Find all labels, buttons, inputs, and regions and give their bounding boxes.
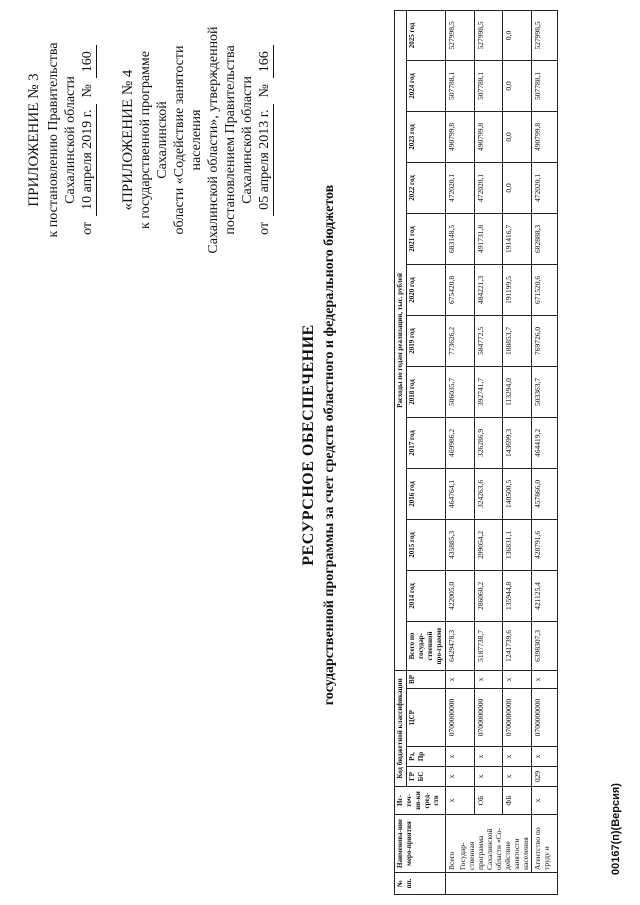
total-cell: 6398307,3 (532, 621, 558, 670)
value-cell: 135944,8 (503, 570, 532, 621)
document-subtitle: государственной программы за счет средств областного и федерального бюджетов (322, 184, 337, 706)
col-source: Ис-точ-ни-ки сред-ств (395, 787, 446, 815)
value-cell: 326286,9 (474, 417, 503, 468)
value-cell: 143699,3 (503, 417, 532, 468)
resource-table (394, 10, 558, 895)
rzpr-cell: х (532, 747, 558, 767)
value-cell: 0,0 (503, 111, 532, 162)
grbs-cell: х (503, 767, 532, 787)
value-cell: 527998,5 (474, 10, 503, 60)
source-cell: х (446, 787, 475, 815)
appendix-4-date: 05 апреля 2013 г. (256, 104, 274, 216)
appendix-3-date-line: от 10 апреля 2019 г. № 160 (79, 25, 97, 255)
col-year: 2017 год (407, 417, 446, 468)
appendix-3-block (26, 25, 97, 255)
value-cell: 472020,1 (474, 162, 503, 213)
value-cell: 0,0 (503, 60, 532, 111)
appendix-4-line: Сахалинской области (240, 76, 255, 204)
value-cell: 286060,2 (474, 570, 503, 621)
appendix-3-number: 160 (79, 45, 97, 78)
grbs-cell: х (446, 767, 475, 787)
appendix-3-line2: Сахалинской области (63, 76, 78, 204)
appendix-3-date: 10 апреля 2019 г. (79, 104, 97, 216)
vr-cell: х (446, 670, 475, 688)
table-row (446, 10, 475, 894)
table-row (503, 10, 532, 894)
value-cell: 527998,5 (532, 10, 558, 60)
value-cell: 769726,0 (532, 315, 558, 366)
value-cell: 683148,5 (446, 213, 475, 264)
vr-cell: х (474, 670, 503, 688)
csr-cell: 0700000000 (532, 689, 558, 747)
col-year: 2019 год (407, 315, 446, 366)
value-cell: 464764,1 (446, 468, 475, 519)
value-cell: 490799,8 (446, 111, 475, 162)
value-cell: 507788,1 (474, 60, 503, 111)
row-label-cell: Агентство по труду и (532, 815, 558, 873)
value-cell: 324263,6 (474, 468, 503, 519)
value-cell: 490799,8 (474, 111, 503, 162)
csr-cell: 0700000000 (503, 689, 532, 747)
program-name-cell (446, 815, 532, 873)
value-cell: 469986,2 (446, 417, 475, 468)
value-cell: 491731,8 (474, 213, 503, 264)
vr-cell: х (503, 670, 532, 688)
appendix-3-line1: к постановлению Правительства (46, 42, 61, 238)
col-year: 2023 год (407, 111, 446, 162)
rzpr-cell: х (474, 747, 503, 767)
value-cell: 490799,8 (532, 111, 558, 162)
col-num: № пп. (395, 873, 446, 895)
document-footer: 00167(п)(Версия) (610, 783, 622, 875)
col-csr: ЦСР (407, 689, 446, 747)
col-year: 2014 год (407, 570, 446, 621)
col-total: Всего по государ-ственной про-грамме (407, 621, 446, 670)
document-title: РЕСУРСНОЕ ОБЕСПЕЧЕНИЕ (300, 324, 317, 566)
value-cell: 421125,4 (532, 570, 558, 621)
value-cell: 773626,2 (446, 315, 475, 366)
col-grbs: ГР БС (407, 767, 446, 787)
value-cell: 682888,3 (532, 213, 558, 264)
value-cell: 435885,3 (446, 519, 475, 570)
table-row (532, 10, 558, 894)
value-cell: 484221,3 (474, 264, 503, 315)
value-cell: 457866,0 (532, 468, 558, 519)
value-cell: 422005,0 (446, 570, 475, 621)
csr-cell: 0700000000 (474, 689, 503, 747)
value-cell: 584772,5 (474, 315, 503, 366)
value-cell: 140500,5 (503, 468, 532, 519)
row-number-cell (446, 873, 558, 895)
value-cell: 428791,6 (532, 519, 558, 570)
col-year: 2020 год (407, 264, 446, 315)
csr-cell: 0700000000 (446, 689, 475, 747)
col-year: 2024 год (407, 60, 446, 111)
value-cell: 0,0 (503, 162, 532, 213)
row-label: Всего (447, 851, 456, 870)
value-cell: 0,0 (503, 10, 532, 60)
col-year: 2021 год (407, 213, 446, 264)
program-name: Государ-ственная программа Сахалинской области «Со-действие занятости населения (458, 828, 530, 870)
value-cell: 191416,7 (503, 213, 532, 264)
col-group-spending: Расходы по годам реализации, тыс. рублей (395, 10, 407, 670)
col-name: Наименова-ние меро-приятия (395, 815, 446, 873)
value-cell: 113294,0 (503, 366, 532, 417)
total-cell: 5187738,7 (474, 621, 503, 670)
value-cell: 464419,2 (532, 417, 558, 468)
appendix-4-line: постановлением Правительства (223, 45, 238, 235)
appendix-4-title: «ПРИЛОЖЕНИЕ № 4 (120, 69, 136, 211)
appendix-4-date-line: от 05 апреля 2013 г. № 166 (256, 15, 274, 265)
col-year: 2018 год (407, 366, 446, 417)
col-year: 2025 год (407, 10, 446, 60)
grbs-cell: 029 (532, 767, 558, 787)
appendix-4-line: области «Содействие занятости населения (172, 45, 204, 235)
col-vr: ВР (407, 670, 446, 688)
source-cell: х (532, 787, 558, 815)
value-cell: 136831,1 (503, 519, 532, 570)
grbs-cell: х (474, 767, 503, 787)
table-row (474, 10, 503, 894)
col-year: 2015 год (407, 519, 446, 570)
value-cell: 675420,8 (446, 264, 475, 315)
appendix-3-title: ПРИЛОЖЕНИЕ № 3 (26, 73, 42, 207)
rzpr-cell: х (446, 747, 475, 767)
value-cell: 507788,1 (446, 60, 475, 111)
value-cell: 506035,7 (446, 366, 475, 417)
vr-cell: х (532, 670, 558, 688)
value-cell: 188853,7 (503, 315, 532, 366)
value-cell: 299054,2 (474, 519, 503, 570)
source-cell: ОБ (474, 787, 503, 815)
value-cell: 527998,5 (446, 10, 475, 60)
total-cell: 1241739,6 (503, 621, 532, 670)
appendix-4-block (120, 15, 274, 265)
source-cell: ФБ (503, 787, 532, 815)
value-cell: 472020,1 (532, 162, 558, 213)
appendix-4-line: Сахалинской области», утвержденной (206, 26, 221, 254)
value-cell: 671520,6 (532, 264, 558, 315)
col-year: 2022 год (407, 162, 446, 213)
col-year: 2016 год (407, 468, 446, 519)
document-heading (300, 95, 338, 795)
col-group-codes: Код бюджетной классификации (395, 670, 407, 786)
value-cell: 472020,1 (446, 162, 475, 213)
value-cell: 503363,7 (532, 366, 558, 417)
total-cell: 6429478,3 (446, 621, 475, 670)
value-cell: 392741,7 (474, 366, 503, 417)
col-rzpr: Рз, Пр (407, 747, 446, 767)
value-cell: 191199,5 (503, 264, 532, 315)
appendix-4-number: 166 (256, 45, 274, 78)
appendix-4-line: к государственной программе Сахалинской (138, 51, 170, 229)
value-cell: 507788,1 (532, 60, 558, 111)
rzpr-cell: х (503, 747, 532, 767)
